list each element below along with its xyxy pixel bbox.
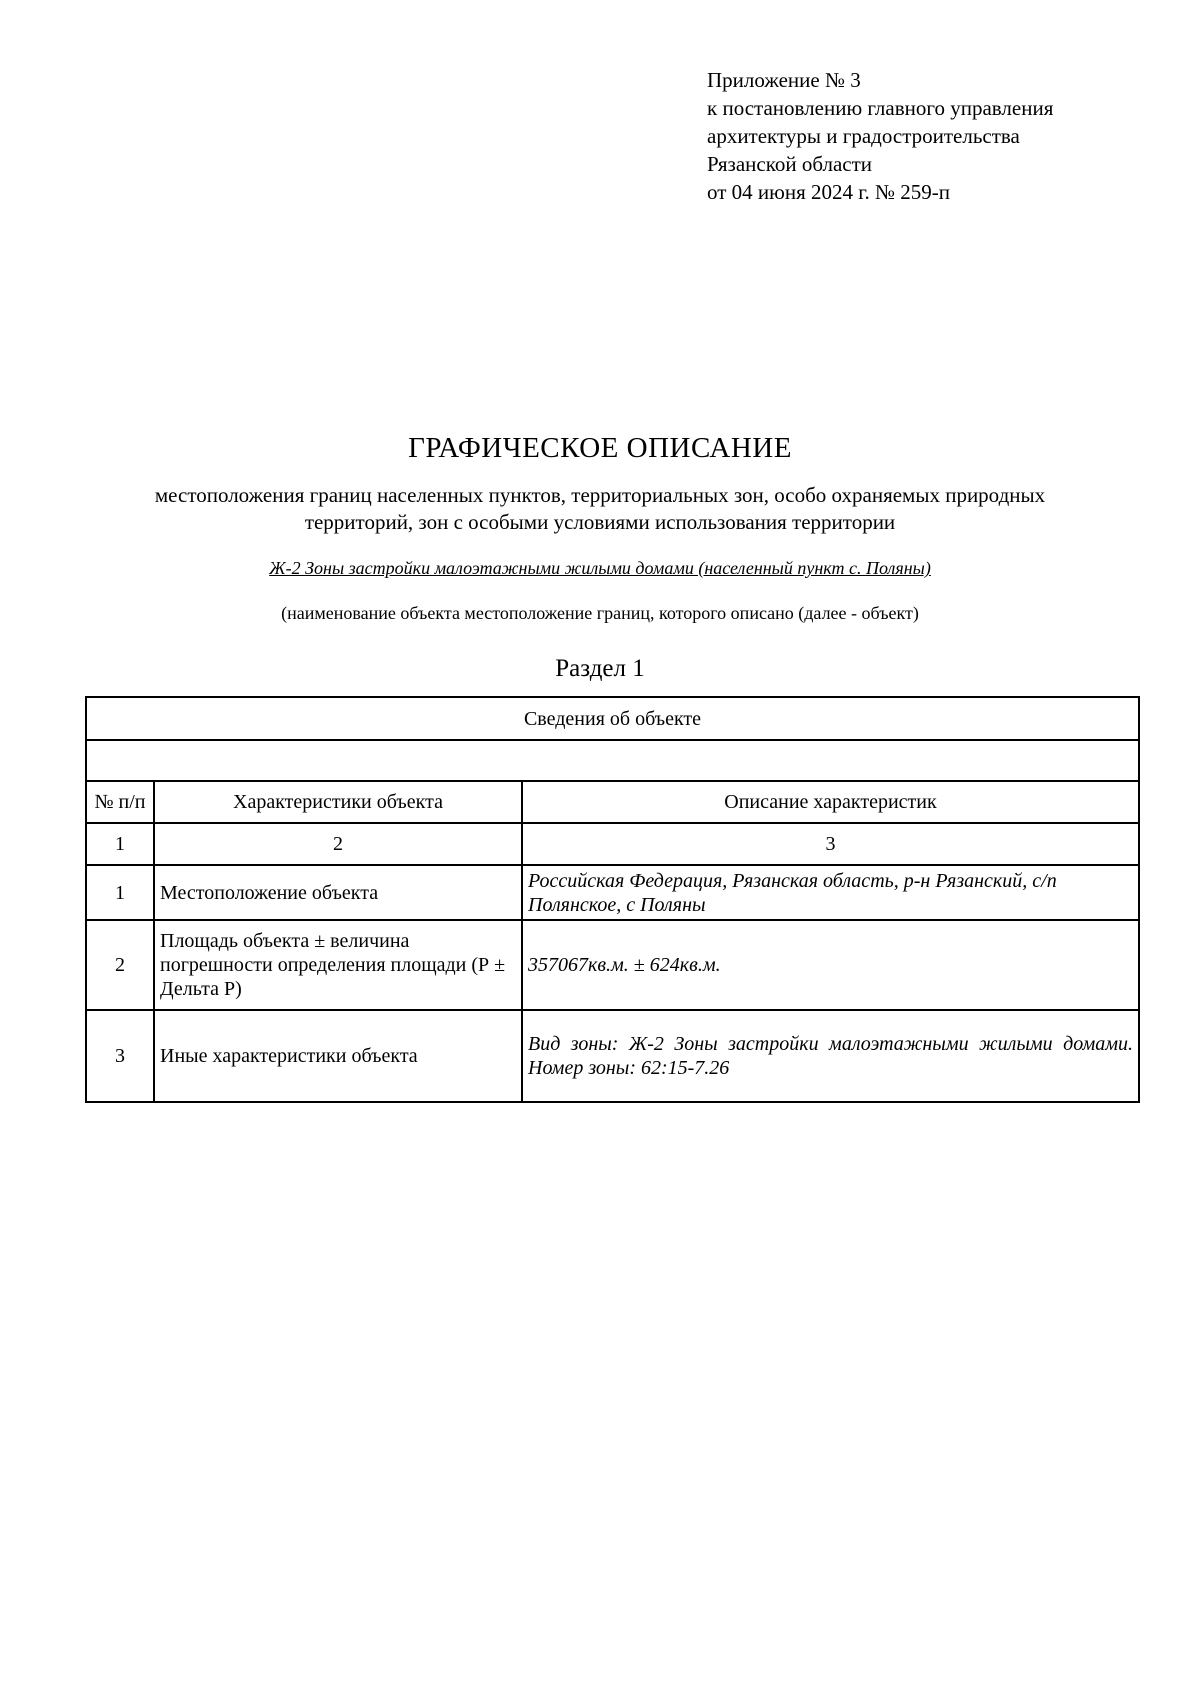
colnum-2: 2 (154, 823, 522, 865)
document-title: ГРАФИЧЕСКОЕ ОПИСАНИЕ (408, 432, 792, 464)
table-row (86, 1010, 1139, 1102)
document-subtitle (80, 482, 1120, 536)
table-caption-row (86, 697, 1139, 740)
row-description: Вид зоны: Ж-2 Зоны застройки малоэтажными жилыми домами. Номер зоны: 62:15-7.26 (522, 1010, 1139, 1102)
table-colnum-row (86, 823, 1139, 865)
row-num: 2 (86, 920, 154, 1010)
row-characteristic: Площадь объекта ± величина погрешности определения площади (Р ± Дельта Р) (154, 920, 522, 1010)
object-caption: (наименование объекта местоположение границ, которого описано (далее - объект) (281, 603, 919, 623)
row-characteristic: Местоположение объекта (154, 865, 522, 920)
row-num: 3 (86, 1010, 154, 1102)
table-caption: Сведения об объекте (86, 697, 1139, 740)
row-num: 1 (86, 865, 154, 920)
annex-line: Приложение № 3 (707, 68, 861, 92)
annex-line: Рязанской области (707, 152, 873, 176)
header-characteristic: Характеристики объекта (154, 781, 522, 823)
table-row (86, 920, 1139, 1010)
annex-header (707, 66, 1053, 206)
row-characteristic: Иные характеристики объекта (154, 1010, 522, 1102)
table-row (86, 865, 1139, 920)
table-empty-row (86, 740, 1139, 781)
object-name: Ж-2 Зоны застройки малоэтажными жилыми домами (населенный пункт с. Поляны) (269, 558, 931, 578)
subtitle-line: местоположения границ населенных пунктов, территориальных зон, особо охраняемых природных (154, 483, 1046, 507)
subtitle-line: территорий, зон с особыми условиями использования территории (304, 510, 896, 534)
annex-line: к постановлению главного управления (707, 96, 1054, 120)
colnum-1: 1 (86, 823, 154, 865)
annex-line: от 04 июня 2024 г. № 259-п (707, 180, 950, 204)
row-description: Российская Федерация, Рязанская область, р-н Рязанский, с/п Полянское, с Поляны (522, 865, 1139, 920)
colnum-3: 3 (522, 823, 1139, 865)
object-info-table (85, 696, 1140, 1103)
table-header-row (86, 781, 1139, 823)
header-description: Описание характеристик (522, 781, 1139, 823)
row-description: 357067кв.м. ± 624кв.м. (522, 920, 1139, 1010)
table-empty-cell (86, 740, 1139, 781)
header-num: № п/п (86, 781, 154, 823)
annex-line: архитектуры и градостроительства (707, 124, 1020, 148)
section-heading: Раздел 1 (555, 655, 645, 682)
